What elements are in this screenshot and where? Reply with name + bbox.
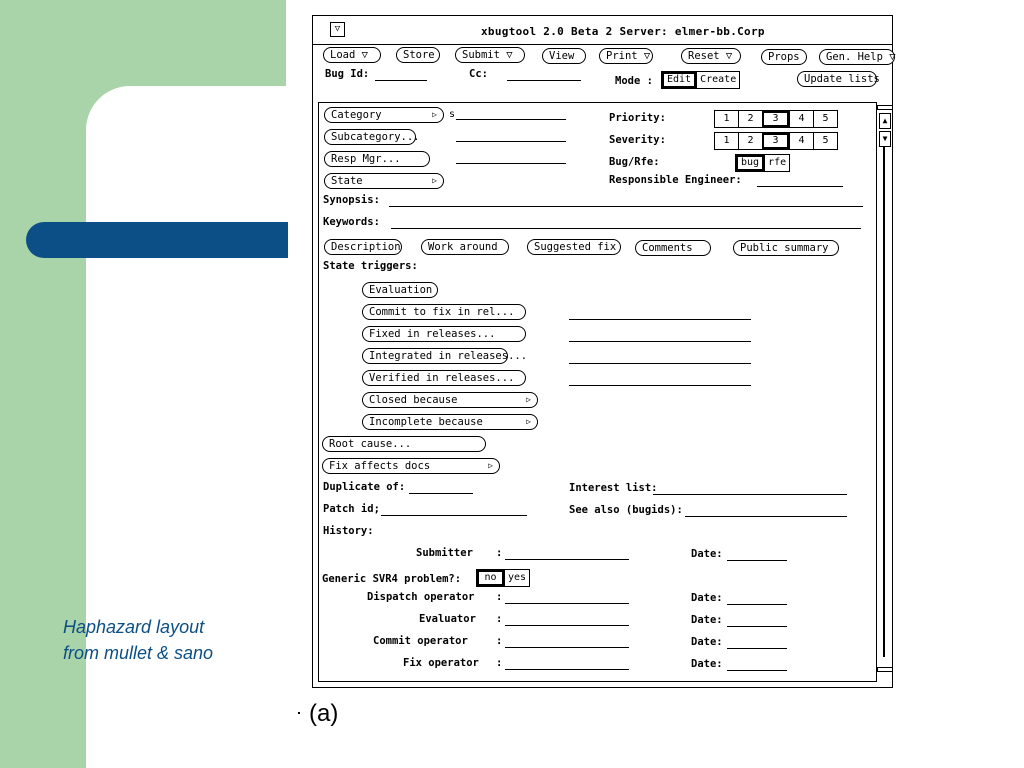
category-menu-button[interactable] bbox=[324, 107, 444, 123]
mode-selector bbox=[661, 71, 740, 89]
fix-operator-field[interactable] bbox=[505, 669, 629, 670]
bug-id-field[interactable] bbox=[375, 80, 427, 81]
dispatch-operator-label: Dispatch operator bbox=[367, 591, 475, 603]
see-also-label: See also (bugids): bbox=[569, 504, 683, 516]
verified-in-releases-button[interactable]: Verified in releases... bbox=[362, 370, 526, 386]
closed-because-button[interactable] bbox=[362, 392, 538, 408]
priority-option-2[interactable]: 2 bbox=[738, 111, 762, 127]
store-button[interactable]: Store bbox=[396, 47, 440, 63]
bug-id-label: Bug Id: bbox=[325, 68, 370, 80]
update-lists-button[interactable]: Update lists bbox=[797, 71, 877, 87]
severity-option-5[interactable]: 5 bbox=[813, 133, 837, 149]
submitter-label: Submitter bbox=[416, 547, 473, 559]
commit-operator-field[interactable] bbox=[505, 647, 629, 648]
fixed-in-releases-button[interactable]: Fixed in releases... bbox=[362, 326, 526, 342]
print-button[interactable]: Print ▽ bbox=[599, 48, 653, 64]
mode-create-option[interactable]: Create bbox=[696, 72, 739, 88]
suggested-fix-tab-button[interactable]: Suggested fix bbox=[527, 239, 621, 255]
cc-label: Cc: bbox=[469, 68, 488, 80]
right-triangle-icon: ▷ bbox=[526, 395, 531, 404]
duplicate-of-field[interactable] bbox=[409, 493, 473, 494]
keywords-label: Keywords: bbox=[323, 216, 380, 228]
submitter-date-label: Date: bbox=[691, 548, 723, 560]
stray-mark bbox=[298, 712, 300, 714]
resp-mgr-button[interactable]: Resp Mgr... bbox=[324, 151, 430, 167]
fix-date-label: Date: bbox=[691, 658, 723, 670]
work-around-tab-button[interactable]: Work around bbox=[421, 239, 509, 255]
category-button-label: Category bbox=[331, 109, 382, 121]
submitter-colon: : bbox=[496, 547, 503, 559]
category-value: s bbox=[449, 109, 456, 120]
fix-affects-docs-label: Fix affects docs bbox=[329, 460, 431, 472]
generic-no-option[interactable]: no bbox=[477, 570, 504, 586]
subcategory-button[interactable]: Subcategory... bbox=[324, 129, 416, 145]
synopsis-label: Synopsis: bbox=[323, 194, 380, 206]
synopsis-field[interactable] bbox=[389, 206, 863, 207]
incomplete-because-button[interactable] bbox=[362, 414, 538, 430]
closed-because-label: Closed because bbox=[369, 394, 458, 406]
cc-field[interactable] bbox=[507, 80, 581, 81]
state-triggers-label: State triggers: bbox=[323, 260, 418, 272]
priority-option-1[interactable]: 1 bbox=[723, 113, 730, 124]
generic-yes-option[interactable]: yes bbox=[504, 570, 529, 586]
submitter-field[interactable] bbox=[505, 559, 629, 560]
mode-edit-option[interactable]: Edit bbox=[662, 72, 696, 88]
public-summary-tab-button[interactable]: Public summary bbox=[733, 240, 839, 256]
severity-option-1[interactable]: 1 bbox=[723, 135, 730, 146]
commit-operator-label: Commit operator bbox=[373, 635, 468, 647]
duplicate-of-label: Duplicate of: bbox=[323, 481, 406, 493]
title-bar bbox=[313, 16, 892, 45]
evaluator-date-label: Date: bbox=[691, 614, 723, 626]
priority-option-5[interactable]: 5 bbox=[813, 111, 837, 127]
integrated-in-releases-button[interactable]: Integrated in releases... bbox=[362, 348, 508, 364]
priority-option-3[interactable]: 3 bbox=[762, 111, 789, 127]
rfe-option[interactable]: rfe bbox=[764, 155, 789, 171]
commit-field[interactable] bbox=[569, 319, 751, 320]
severity-label: Severity: bbox=[609, 134, 666, 146]
fix-affects-docs-button[interactable] bbox=[322, 458, 500, 474]
bug-option[interactable]: bug bbox=[736, 155, 764, 171]
commit-date-label: Date: bbox=[691, 636, 723, 648]
right-triangle-icon: ▷ bbox=[526, 417, 531, 426]
generic-svr4-label: Generic SVR4 problem?: bbox=[322, 573, 462, 585]
scrollbar-track[interactable] bbox=[883, 147, 885, 657]
severity-option-3[interactable]: 3 bbox=[762, 133, 789, 149]
figure-label: (a) bbox=[309, 700, 339, 727]
interest-list-label: Interest list: bbox=[569, 482, 658, 494]
scroll-up-icon[interactable]: ▲ bbox=[879, 113, 891, 129]
category-field[interactable] bbox=[456, 119, 566, 120]
dispatch-colon: : bbox=[496, 591, 503, 603]
fix-operator-colon: : bbox=[496, 657, 503, 669]
scrollbar[interactable] bbox=[876, 105, 891, 677]
integrated-field[interactable] bbox=[569, 363, 751, 364]
subcategory-field[interactable] bbox=[456, 141, 566, 142]
patch-id-label: Patch id; bbox=[323, 503, 380, 515]
scroll-down-icon[interactable]: ▼ bbox=[879, 131, 891, 147]
fix-date-field[interactable] bbox=[727, 670, 787, 671]
scrollbar-top-cap[interactable] bbox=[877, 105, 893, 110]
submitter-date-field[interactable] bbox=[727, 560, 787, 561]
severity-option-4[interactable]: 4 bbox=[789, 133, 813, 149]
xbugtool-window bbox=[312, 15, 896, 688]
scrollbar-bottom-cap[interactable] bbox=[877, 667, 893, 672]
root-cause-button[interactable]: Root cause... bbox=[322, 436, 486, 452]
verified-field[interactable] bbox=[569, 385, 751, 386]
severity-option-2[interactable]: 2 bbox=[738, 133, 762, 149]
keywords-field[interactable] bbox=[391, 228, 861, 229]
window-menu-icon[interactable]: ▽ bbox=[330, 22, 345, 37]
bug-rfe-selector bbox=[735, 154, 790, 172]
fix-operator-label: Fix operator bbox=[403, 657, 479, 669]
state-button-label: State bbox=[331, 175, 363, 187]
responsible-engineer-field[interactable] bbox=[757, 186, 843, 187]
form-pane bbox=[318, 102, 877, 682]
interest-list-field[interactable] bbox=[653, 494, 847, 495]
right-triangle-icon: ▷ bbox=[432, 110, 437, 119]
reset-button[interactable]: Reset ▽ bbox=[681, 48, 741, 64]
right-triangle-icon: ▷ bbox=[488, 461, 493, 470]
dispatch-date-label: Date: bbox=[691, 592, 723, 604]
state-menu-button[interactable] bbox=[324, 173, 444, 189]
dispatch-operator-field[interactable] bbox=[505, 603, 629, 604]
generic-svr4-selector bbox=[476, 569, 530, 587]
priority-label: Priority: bbox=[609, 112, 666, 124]
priority-selector bbox=[714, 110, 838, 128]
view-button[interactable]: View bbox=[542, 48, 586, 64]
severity-selector bbox=[714, 132, 838, 150]
see-also-field[interactable] bbox=[685, 516, 847, 517]
window-title: xbugtool 2.0 Beta 2 Server: elmer-bb.Corp bbox=[481, 25, 765, 38]
slide-caption bbox=[63, 614, 283, 666]
patch-id-field[interactable] bbox=[381, 515, 527, 516]
mode-label: Mode : bbox=[615, 75, 653, 87]
priority-option-4[interactable]: 4 bbox=[789, 111, 813, 127]
resp-mgr-field[interactable] bbox=[456, 163, 566, 164]
comments-tab-button[interactable]: Comments bbox=[635, 240, 711, 256]
evaluator-label: Evaluator bbox=[419, 613, 476, 625]
fixed-field[interactable] bbox=[569, 341, 751, 342]
history-label: History: bbox=[323, 525, 374, 537]
incomplete-because-label: Incomplete because bbox=[369, 416, 483, 428]
props-button[interactable]: Props bbox=[761, 49, 807, 65]
blue-accent-bar bbox=[26, 222, 288, 258]
caption-line-1: Haphazard layout bbox=[63, 617, 205, 637]
responsible-engineer-label: Responsible Engineer: bbox=[609, 174, 742, 186]
evaluator-date-field[interactable] bbox=[727, 626, 787, 627]
caption-line-2: from mullet & sano bbox=[63, 643, 214, 663]
evaluator-colon: : bbox=[496, 613, 503, 625]
evaluator-field[interactable] bbox=[505, 625, 629, 626]
submit-button[interactable]: Submit ▽ bbox=[455, 47, 525, 63]
description-tab-button[interactable]: Description bbox=[324, 239, 402, 255]
commit-operator-colon: : bbox=[496, 635, 503, 647]
commit-date-field[interactable] bbox=[727, 648, 787, 649]
evaluation-button[interactable]: Evaluation bbox=[362, 282, 438, 298]
dispatch-date-field[interactable] bbox=[727, 604, 787, 605]
commit-to-fix-button[interactable]: Commit to fix in rel... bbox=[362, 304, 526, 320]
gen-help-button[interactable]: Gen. Help ▽ bbox=[819, 49, 895, 65]
bug-rfe-label: Bug/Rfe: bbox=[609, 156, 660, 168]
right-triangle-icon: ▷ bbox=[432, 176, 437, 185]
load-button[interactable]: Load ▽ bbox=[323, 47, 381, 63]
